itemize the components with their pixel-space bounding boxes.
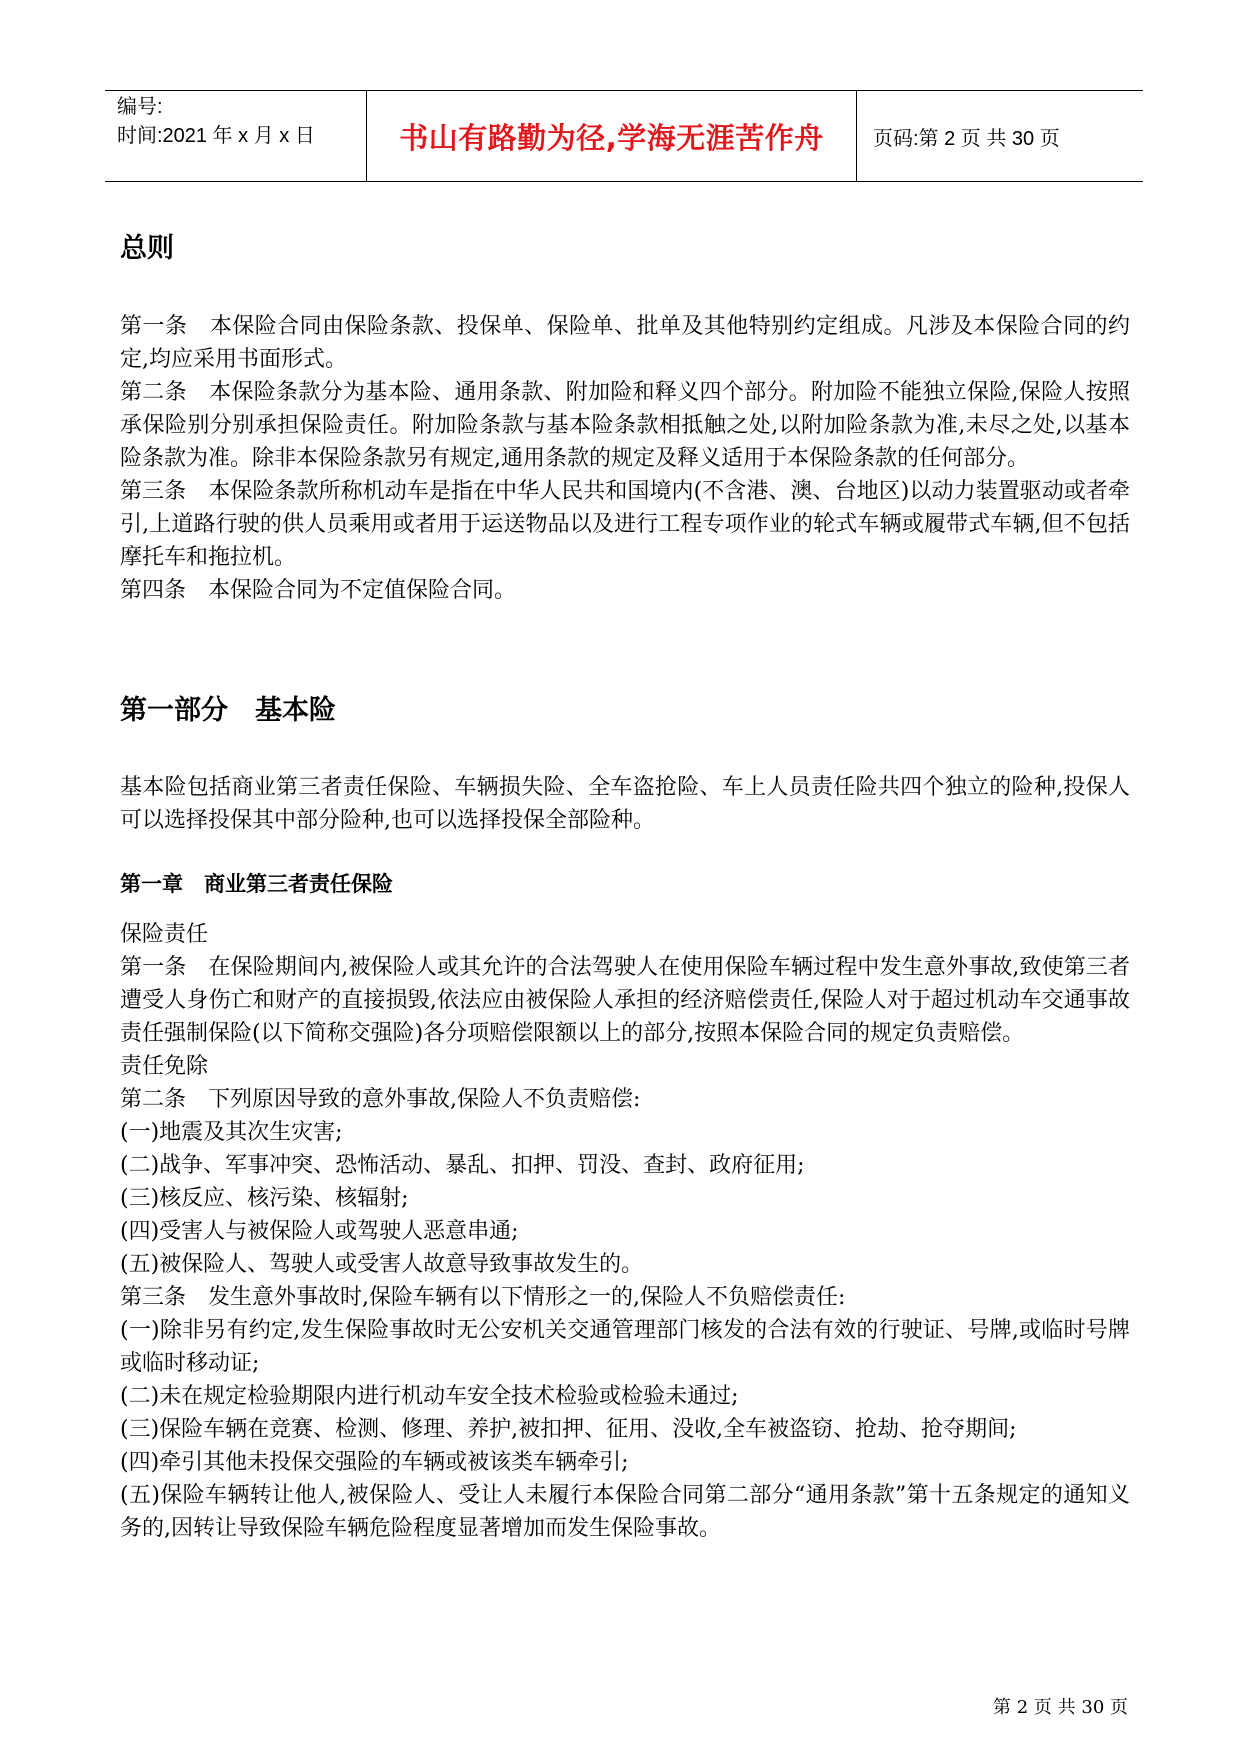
article-3-item-5: (五)保险车辆转让他人,被保险人、受让人未履行本保险合同第二部分“通用条款”第十五条规定的通知义务的,因转让导致保险车辆危险程度显著增加而发生保险事故。 [120,1483,1130,1541]
article-3-item-2: (二)未在规定检验期限内进行机动车安全技术检验或检验未通过; [120,1384,739,1409]
chapter-article-2: 第二条 下列原因导致的意外事故,保险人不负责赔偿: [120,1087,641,1112]
chapter-one-paragraphs [120,918,1130,1545]
exclusion-item-1: (一)地震及其次生灾害; [120,1120,343,1145]
exclusion-item-2: (二)战争、军事冲突、恐怖活动、暴乱、扣押、罚没、查封、政府征用; [120,1153,805,1178]
article-3-item-4: (四)牵引其他未投保交强险的车辆或被该类车辆牵引; [120,1450,629,1475]
chapter-one-title: 第一章 商业第三者责任保险 [120,872,393,896]
header-page-info: 页码:第 2 页 共 30 页 [873,127,1060,150]
general-article-2: 第二条 本保险条款分为基本险、通用条款、附加险和释义四个部分。附加险不能独立保险,保险人按照承保险别分别承担保险责任。附加险条款与基本险条款相抵触之处,以附加险条款为准,未尽之处,以基本险条款为准。除非本保险条款另有规定,通用条款的规定及释义适用于本保险条款的任何部分。 [120,380,1130,471]
general-article-4: 第四条 本保险合同为不定值保险合同。 [120,578,517,603]
general-paragraphs [120,310,1130,607]
section-title-general: 总则 [120,233,174,264]
exclusion-item-4: (四)受害人与被保险人或驾驶人恶意串通; [120,1219,519,1244]
heading-exclusions: 责任免除 [120,1054,209,1079]
chapter-article-3: 第三条 发生意外事故时,保险车辆有以下情形之一的,保险人不负赔偿责任: [120,1285,846,1310]
exclusion-item-5: (五)被保险人、驾驶人或受害人故意导致事故发生的。 [120,1252,644,1277]
article-3-item-1: (一)除非另有约定,发生保险事故时无公安机关交通管理部门核发的合法有效的行驶证、号牌,或临时号牌或临时移动证; [120,1318,1130,1376]
part-one-intro: 基本险包括商业第三者责任保险、车辆损失险、全车盗抢险、车上人员责任险共四个独立的险种,投保人可以选择投保其中部分险种,也可以选择投保全部险种。 [120,775,1130,833]
part-one-title: 第一部分 基本险 [120,695,336,726]
general-article-3: 第三条 本保险条款所称机动车是指在中华人民共和国境内(不含港、澳、台地区)以动力装置驱动或者牵引,上道路行驶的供人员乘用或者用于运送物品以及进行工程专项作业的轮式车辆或履带式车辆,但不包括摩托车和拖拉机。 [120,479,1130,570]
general-article-1: 第一条 本保险合同由保险条款、投保单、保险单、批单及其他特别约定组成。凡涉及本保险合同的约定,均应采用书面形式。 [120,314,1130,372]
article-3-item-3: (三)保险车辆在竞赛、检测、修理、养护,被扣押、征用、没收,全车被盗窃、抢劫、抢夺期间; [120,1417,1017,1442]
chapter-article-1: 第一条 在保险期间内,被保险人或其允许的合法驾驶人在使用保险车辆过程中发生意外事故,致使第三者遭受人身伤亡和财产的直接损毁,依法应由被保险人承担的经济赔偿责任,保险人对于超过机动车交通事故责任强制保险(以下简称交强险)各分项赔偿限额以上的部分,按照本保险合同的规定负责赔偿。 [120,955,1130,1046]
number-label: 编号: [117,96,163,118]
document-header [105,90,1143,182]
header-meta [105,91,367,181]
header-motto: 书山有路勤为径,学海无涯苦作舟 [367,91,857,181]
exclusion-item-3: (三)核反应、核污染、核辐射; [120,1186,409,1211]
time-label: 时间:2021 年 x 月 x 日 [117,125,315,147]
page-footer: 第 2 页 共 30 页 [993,1697,1128,1718]
heading-insurance-liability: 保险责任 [120,922,209,947]
